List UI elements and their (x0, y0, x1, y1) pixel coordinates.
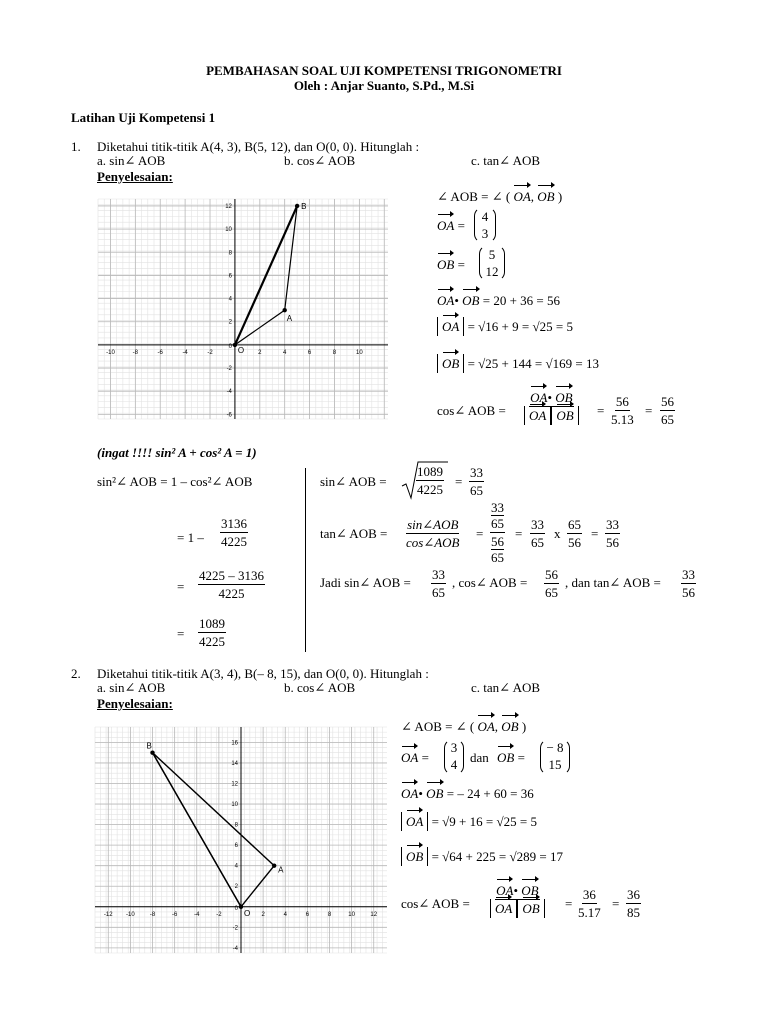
q1-cos-eq2: = (645, 403, 653, 418)
tan-eq1: = (476, 526, 484, 541)
y-tick-label: -4 (226, 389, 232, 396)
point-o (239, 905, 243, 909)
y-tick-label: 0 (228, 343, 232, 350)
x-tick-label: -4 (182, 349, 188, 356)
y-tick-label: 12 (225, 203, 232, 210)
tan-result: $\frac{33}{56}$ (606, 517, 619, 550)
q2-option-b: b. cos∠ AOB (284, 680, 356, 695)
step1-eq: = 1 – (177, 530, 204, 545)
q2-cos-eq2: = (612, 896, 620, 911)
step2-eq: = (177, 579, 185, 594)
step3-eq: = (177, 626, 185, 641)
q2-ob-v1: − 8 (546, 740, 564, 755)
step2-fraction: $\frac{4225 - 3136}{4225}$ (199, 568, 264, 601)
x-tick-label: 4 (283, 911, 287, 918)
point-label-o: O (244, 908, 251, 918)
y-tick-label: -2 (232, 925, 238, 932)
y-tick-label: 16 (231, 740, 238, 747)
x-tick-label: -10 (126, 911, 135, 918)
point-label-a: A (278, 865, 284, 875)
document-title: PEMBAHASAN SOAL UJI KOMPETENSI TRIGONOMETRI (206, 63, 562, 78)
identity-note: (ingat !!!! sin² A + cos² A = 1) (97, 445, 257, 460)
q2-cos-step: $\frac{36}{5.17}$ (578, 887, 601, 920)
graph-2 (92, 724, 390, 956)
q1-solution-label: Penyelesaian: (97, 169, 173, 184)
x-tick-label: 6 (305, 911, 310, 918)
q1-cos-step: $\frac{56}{5.13}$ (611, 394, 634, 427)
point-label-b: B (146, 741, 152, 751)
x-tick-label: 6 (307, 349, 312, 356)
tan-eq3: = (591, 526, 599, 541)
y-tick-label: 4 (228, 296, 232, 303)
q2-solution-label: Penyelesaian: (97, 696, 173, 711)
q1-oa-label: OA = (437, 218, 465, 233)
q2-ob-v2: 15 (548, 757, 562, 772)
point-label-o: O (237, 345, 245, 355)
y-tick-label: -2 (226, 366, 232, 373)
vec-ob: OB (537, 189, 555, 204)
step1-fraction: $\frac{3136}{4225}$ (221, 516, 247, 549)
y-tick-label: 14 (231, 760, 238, 767)
document-author: Oleh : Anjar Suanto, S.Pd., M.Si (293, 78, 475, 93)
q2-oa-v1: 3 (450, 740, 458, 755)
y-tick-label: 10 (225, 227, 232, 234)
q1-ob-v2: 12 (485, 264, 499, 279)
y-tick-label: 0 (234, 905, 238, 912)
conclusion-3: , dan tan∠ AOB = (565, 575, 661, 590)
sin-lhs: sin∠ AOB = (320, 474, 387, 489)
point-b (150, 750, 154, 754)
y-tick-label: 6 (228, 273, 232, 280)
q2-oa-v2: 4 (450, 757, 458, 772)
x-tick-label: -8 (132, 349, 139, 356)
q1-norm-oa: OA = √16 + 9 = √25 = 5 (437, 320, 573, 333)
tan-times: x (554, 526, 561, 541)
x-tick-label: 8 (327, 911, 332, 918)
q1-angle-def: ∠ AOB = ∠ ( OA, OB ) (437, 189, 563, 204)
vec-oa: OA (513, 189, 531, 204)
conclusion-tan: $\frac{33}{56}$ (682, 567, 695, 600)
q2-cos-result: $\frac{36}{85}$ (627, 887, 640, 920)
x-tick-label: 8 (332, 349, 337, 356)
conclusion-1: Jadi sin∠ AOB = (320, 575, 411, 590)
q2-cos-eq1: = (565, 896, 573, 911)
x-tick-label: 4 (283, 349, 287, 356)
point-label-a: A (286, 314, 293, 324)
q2-ob-label: OB = (497, 750, 525, 765)
x-tick-label: 2 (258, 349, 262, 356)
q2-norm-oa: OA = √9 + 16 = √25 = 5 (401, 815, 537, 828)
x-tick-label: -10 (106, 349, 115, 356)
q2-number: 2. (71, 666, 81, 681)
x-tick-label: -6 (171, 911, 178, 918)
y-tick-label: 8 (234, 822, 238, 829)
q2-cos-lhs: cos∠ AOB = (401, 896, 470, 911)
q2-option-c: c. tan∠ AOB (471, 680, 541, 695)
step3-fraction: $\frac{1089}{4225}$ (199, 616, 225, 649)
q1-cos-eq1: = (597, 403, 605, 418)
graph-1 (95, 196, 391, 422)
point-b (295, 204, 299, 208)
x-tick-label: 10 (348, 911, 355, 918)
conclusion-sin: $\frac{33}{65}$ (432, 567, 445, 600)
x-tick-label: -2 (216, 911, 222, 918)
q2-oa-label: OA = (401, 750, 429, 765)
q1-option-b: b. cos∠ AOB (284, 153, 356, 168)
q1-text: Diketahui titik-titik A(4, 3), B(5, 12), dan O(0, 0). Hitunglah : (97, 139, 420, 154)
q1-cos-result: $\frac{56}{65}$ (661, 394, 674, 427)
y-tick-label: 4 (234, 863, 238, 870)
q2-text: Diketahui titik-titik A(3, 4), B(– 8, 15), dan O(0, 0). Hitunglah : (97, 666, 429, 681)
tan-complex-fraction: 33 65 56 65 (491, 500, 504, 565)
y-tick-label: 12 (231, 781, 238, 788)
q2-norm-ob: OB = √64 + 225 = √289 = 17 (401, 850, 563, 863)
sin-result: $\frac{33}{65}$ (470, 465, 483, 498)
q1-option-a: a. sin∠ AOB (97, 153, 166, 168)
y-tick-label: 8 (228, 250, 232, 257)
tan-lhs: tan∠ AOB = (320, 526, 388, 541)
y-tick-label: 2 (234, 884, 238, 891)
q1-number: 1. (71, 139, 81, 154)
y-tick-label: 6 (234, 843, 238, 850)
q1-oa-v1: 4 (481, 209, 489, 224)
q1-dot-product: OA• OB = 20 + 36 = 56 (437, 293, 560, 308)
x-tick-label: -2 (207, 349, 213, 356)
sin-eq: = (455, 474, 463, 489)
x-tick-label: 2 (261, 911, 265, 918)
tan-ratio: sin∠AOB cos∠AOB (406, 517, 460, 550)
q2-cos-fraction: OA• OB OA OB (490, 884, 545, 915)
q1-oa-v2: 3 (481, 226, 489, 241)
q1-norm-ob: OB = √25 + 144 = √169 = 13 (437, 357, 599, 370)
q2-option-a: a. sin∠ AOB (97, 680, 166, 695)
q1-cos-fraction: OA• OB OA OB (524, 391, 579, 422)
x-tick-label: -12 (103, 911, 113, 918)
point-a (272, 863, 276, 867)
y-tick-label: -4 (232, 945, 238, 952)
q1-ob-v1: 5 (488, 247, 496, 262)
tan-eq2: = (515, 526, 523, 541)
point-o (233, 343, 237, 347)
x-tick-label: 10 (356, 349, 363, 356)
q2-dot-product: OA• OB = – 24 + 60 = 36 (401, 786, 534, 801)
sin-root-fraction: $\frac{1089}{4225}$ (417, 464, 443, 497)
q1-cos-lhs: cos∠ AOB = (437, 403, 506, 418)
x-tick-label: -6 (157, 349, 163, 356)
q1-option-c: c. tan∠ AOB (471, 153, 541, 168)
point-label-b: B (301, 201, 307, 211)
y-tick-label: 10 (231, 802, 238, 809)
column-divider (305, 468, 306, 652)
section-title: Latihan Uji Kompetensi 1 (71, 110, 216, 125)
q2-dan: dan (470, 750, 489, 765)
tan-a: $\frac{33}{65}$ (531, 517, 544, 550)
y-tick-label: 2 (228, 319, 232, 326)
conclusion-cos: $\frac{56}{65}$ (545, 567, 558, 600)
q2-angle-def: ∠ AOB = ∠ ( OA, OB ) (401, 719, 527, 734)
tan-b: $\frac{65}{56}$ (568, 517, 581, 550)
y-tick-label: -6 (226, 412, 232, 419)
point-a (282, 308, 286, 312)
conclusion-2: , cos∠ AOB = (452, 575, 528, 590)
x-tick-label: -4 (194, 911, 200, 918)
q1-ob-label: OB = (437, 257, 465, 272)
sin2-lhs: sin²∠ AOB = 1 – cos²∠ AOB (97, 474, 253, 489)
x-tick-label: 12 (370, 911, 378, 918)
x-tick-label: -8 (149, 911, 156, 918)
